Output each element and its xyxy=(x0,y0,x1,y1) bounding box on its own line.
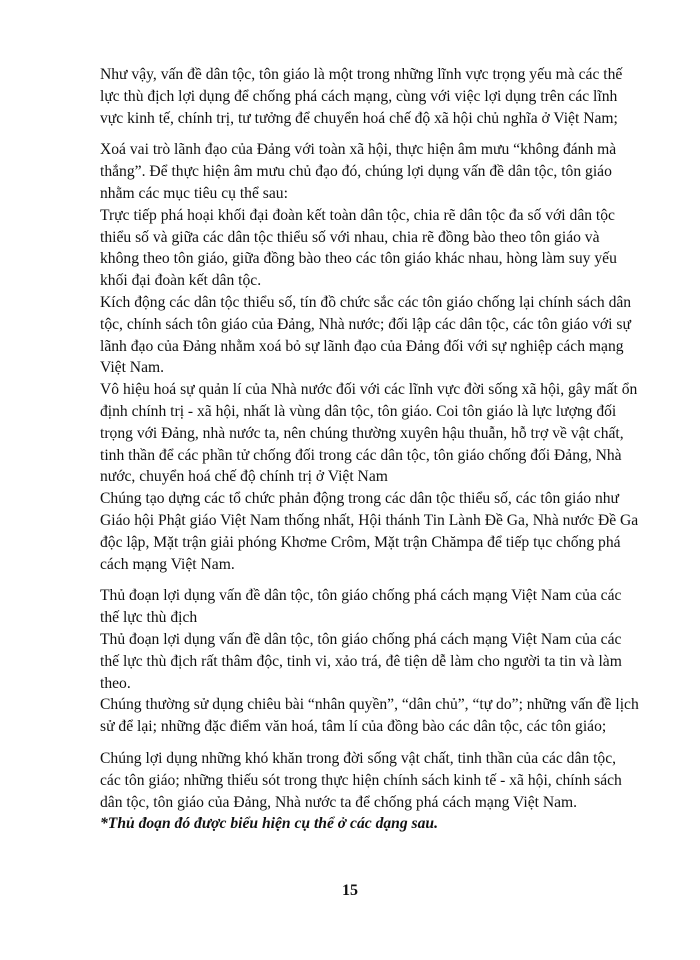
paragraph-incite: Kích động các dân tộc thiểu số, tín đồ chức sắc các tôn giáo chống lại chính sách dân tộc, chính sách tôn giáo của Đảng, Nhà nước; đối lập các dân tộc, các tôn giáo với sự lãnh đạo của Đảng nhằm xoá bỏ sự lãnh đạo của Đảng đối với sự nghiệp cách mạng Việt Nam. xyxy=(100,293,632,377)
paragraph-divide-unity: Trực tiếp phá hoại khối đại đoàn kết toàn dân tộc, chia rẽ dân tộc đa số với dân tộc thiểu số và giữa các dân tộc thiểu số với nhau, chia rẽ đồng bào theo tôn giáo và không theo tôn giáo, giữa đồng bào theo các tôn giáo khác nhau, hòng làm suy yếu khối đại đoàn kết dân tộc. xyxy=(100,206,617,290)
paragraph-objective: Xoá vai trò lãnh đạo của Đảng với toàn xã hội, thực hiện âm mưu “không đánh mà thắng”. Để thực hiện âm mưu chủ đạo đó, chúng lợi dụng vấn đề dân tộc, tôn giáo nhằm các mục tiêu cụ thể sau: xyxy=(100,141,617,202)
emphasis-line: *Thủ đoạn đó được biểu hiện cụ thể ở các dạng sau. xyxy=(100,815,438,833)
paragraph-tactics-nature: Thủ đoạn lợi dụng vấn đề dân tộc, tôn giáo chống phá cách mạng Việt Nam của các thế lực thù địch rất thâm độc, tinh vi, xảo trá, đê tiện dễ làm cho người ta tin và làm theo. xyxy=(100,630,622,692)
paragraph-exploit-difficulties: Chúng lợi dụng những khó khăn trong đời sống vật chất, tinh thần của các dân tộc, các tôn giáo; những thiếu sót trong thực hiện chính sách kinh tế - xã hội, chính sách dân tộc, tôn giáo của Đảng, Nhà nước ta để chống phá cách mạng Việt Nam. xyxy=(100,749,622,811)
paragraph-gap xyxy=(100,575,640,585)
section-heading-tactics: Thủ đoạn lợi dụng vấn đề dân tộc, tôn giáo chống phá cách mạng Việt Nam của các thế lực thù địch xyxy=(100,587,622,627)
paragraph-gap xyxy=(100,129,640,139)
paragraph-gap xyxy=(100,738,640,748)
body-text xyxy=(100,64,640,835)
paragraph-neutralize-state: Vô hiệu hoá sự quản lí của Nhà nước đối với các lĩnh vực đời sống xã hội, gây mất ổn định chính trị - xã hội, nhất là vùng dân tộc, tôn giáo. Coi tôn giáo là lực lượng đối trọng với Đảng, nhà nước ta, nên chúng thường xuyên hậu thuẫn, hỗ trợ về vật chất, tinh thần để các phần tử chống đối trong các dân tộc, tôn giáo chống đối Đảng, Nhà nước, chuyển hoá chế độ chính trị ở Việt Nam xyxy=(100,381,638,486)
paragraph-slogans: Chúng thường sử dụng chiêu bài “nhân quyền”, “dân chủ”, “tự do”; những vấn đề lịch sử để lại; những đặc điểm văn hoá, tâm lí của đồng bào các dân tộc, các tôn giáo; xyxy=(100,696,639,736)
paragraph-reactionary-orgs: Chúng tạo dựng các tổ chức phản động trong các dân tộc thiểu số, các tôn giáo như Giáo hội Phật giáo Việt Nam thống nhất, Hội thánh Tin Lành Đề Ga, Nhà nước Đề Ga độc lập, Mặt trận giải phóng Khơme Crôm, Mặt trận Chămpa để tiếp tục chống phá cách mạng Việt Nam. xyxy=(100,490,639,573)
paragraph-intro: Như vậy, vấn đề dân tộc, tôn giáo là một trong những lĩnh vực trọng yếu mà các thế lực thù địch lợi dụng để chống phá cách mạng, cùng với việc lợi dụng trên các lĩnh vực kinh tế, chính trị, tư tưởng để chuyển hoá chế độ xã hội chủ nghĩa ở Việt Nam; xyxy=(100,66,623,127)
page-number: 15 xyxy=(342,882,358,899)
